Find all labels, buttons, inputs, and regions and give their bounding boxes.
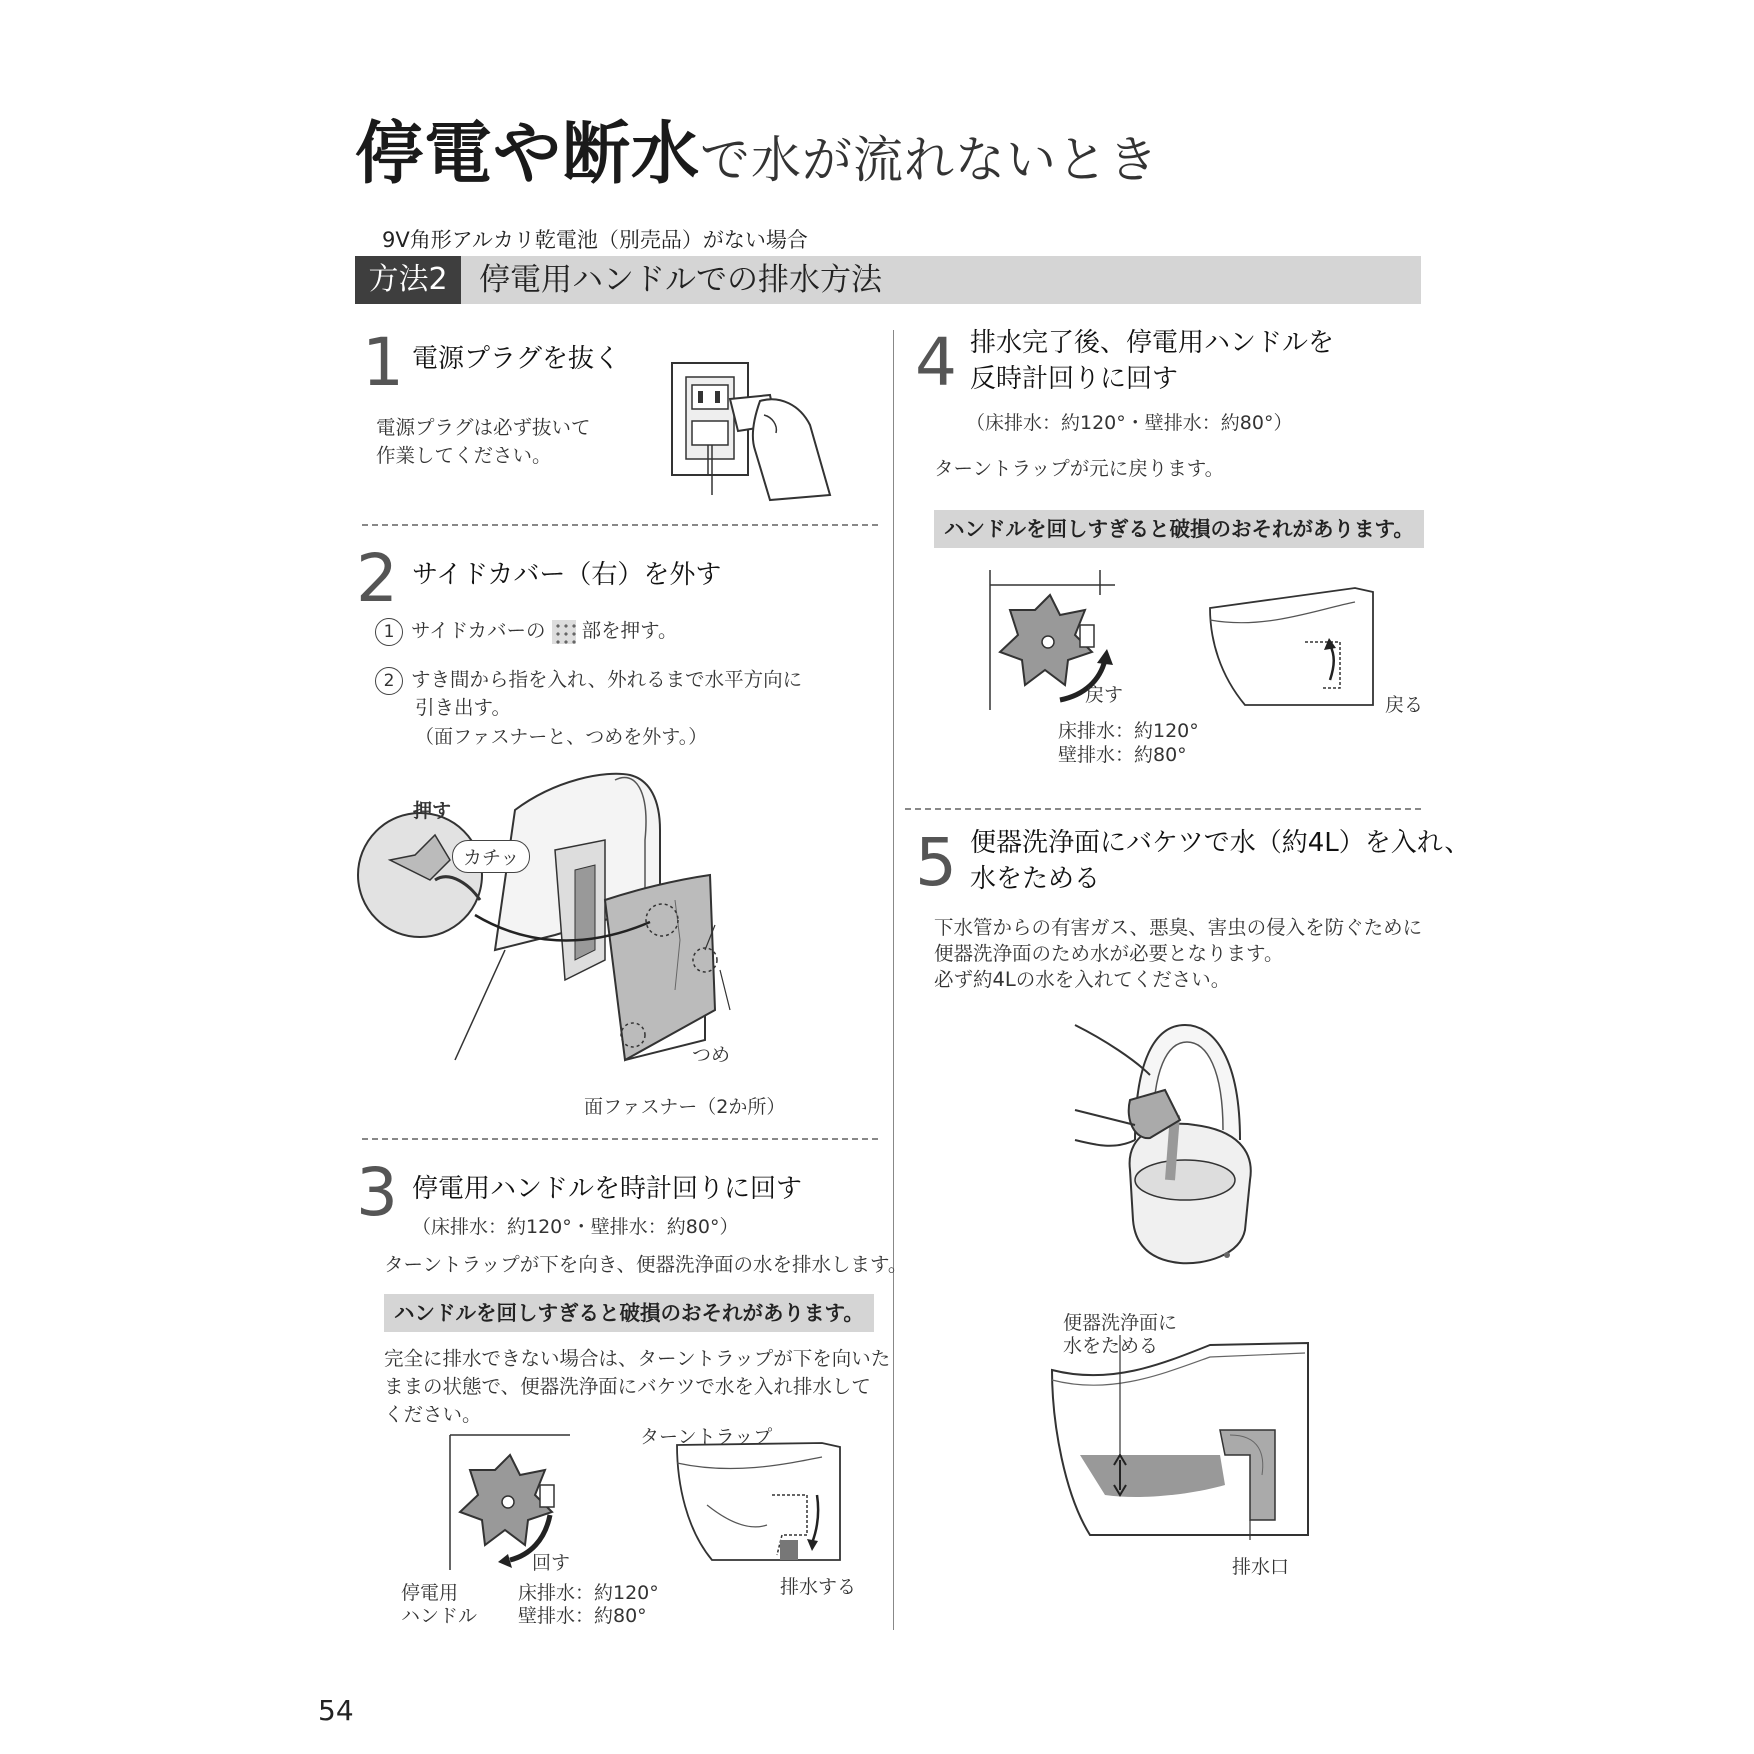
step4-number: 4 — [915, 324, 957, 401]
label-handle-line1: 停電用 — [401, 1582, 459, 1604]
step2-sub2: 2 すき間から指を入れ、外れるまで水平方向に — [375, 666, 802, 695]
page-number: 54 — [318, 1694, 354, 1727]
turntrap-return-illustration — [1205, 580, 1375, 710]
dot-area-icon — [552, 620, 576, 644]
step5-heading-line1: 便器洗浄面にバケツで水（約4L）を入れ、 — [970, 828, 1471, 858]
step2-sub2-line2: 引き出す。 — [415, 696, 511, 719]
step2-heading: サイドカバー（右）を外す — [412, 560, 722, 590]
label-returns: 戻る — [1385, 694, 1424, 716]
step2-sub1: 1 サイドカバーの 部を押す。 — [375, 617, 678, 646]
step3-note-line2: ままの状態で、便器洗浄面にバケツで水を入れ排水して — [384, 1375, 871, 1398]
label-floor-angle: 床排水：約120° — [1058, 720, 1199, 742]
label-push: 押す — [413, 800, 452, 822]
step4-heading-line1: 排水完了後、停電用ハンドルを — [970, 328, 1335, 358]
divider-dashed — [362, 1138, 878, 1140]
label-handle-line2: ハンドル — [401, 1605, 478, 1627]
column-divider — [893, 330, 894, 1630]
step5-heading-line2: 水をためる — [970, 864, 1101, 894]
step5-body-line2: 便器洗浄面のため水が必要となります。 — [934, 942, 1284, 965]
turntrap-down-illustration — [672, 1435, 842, 1565]
step2-number: 2 — [356, 540, 398, 617]
step1-body-line2: 作業してください。 — [376, 444, 552, 467]
step3-warning: ハンドルを回しすぎると破損のおそれがあります。 — [384, 1294, 874, 1332]
label-outlet: 排水口 — [1232, 1556, 1290, 1578]
step1-heading: 電源プラグを抜く — [412, 344, 621, 374]
step3-body: ターントラップが下を向き、便器洗浄面の水を排水します。 — [384, 1253, 908, 1276]
label-floor-angle: 床排水：約120° — [518, 1582, 659, 1604]
step4-heading-line2: 反時計回りに回す — [970, 364, 1179, 394]
subnote: 9V角形アルカリ乾電池（別売品）がない場合 — [382, 228, 808, 252]
label-fill-line2: 水をためる — [1063, 1335, 1159, 1357]
divider-dashed — [362, 524, 878, 526]
label-turntrap: ターントラップ — [640, 1426, 773, 1448]
water-level-illustration — [1050, 1335, 1325, 1540]
step1-body-line1: 電源プラグは必ず抜いて — [376, 416, 591, 439]
step1-number: 1 — [362, 324, 404, 401]
step5-body-line3: 必ず約4Lの水を入れてください。 — [934, 968, 1231, 991]
step3-angle: （床排水：約120°・壁排水：約80°） — [412, 1216, 739, 1238]
circled-number-1: 1 — [375, 618, 403, 646]
step4-angle: （床排水：約120°・壁排水：約80°） — [966, 412, 1293, 434]
bucket-pour-illustration — [1075, 1020, 1275, 1270]
method-title: 停電用ハンドルでの排水方法 — [479, 262, 882, 298]
step3-heading: 停電用ハンドルを時計回りに回す — [412, 1174, 803, 1204]
label-return: 戻す — [1085, 684, 1124, 706]
label-wall-angle: 壁排水：約80° — [1058, 744, 1187, 766]
circled-number-2: 2 — [375, 667, 403, 695]
label-fastener: 面ファスナー（2か所） — [584, 1096, 786, 1118]
step4-warning: ハンドルを回しすぎると破損のおそれがあります。 — [934, 510, 1424, 548]
step4-body: ターントラップが元に戻ります。 — [934, 457, 1225, 480]
step3-number: 3 — [356, 1154, 398, 1231]
method-header — [355, 256, 1421, 304]
divider-dashed — [905, 808, 1421, 810]
plug-illustration — [660, 355, 840, 505]
label-rotate: 回す — [532, 1552, 571, 1574]
label-click: カチッ — [452, 840, 530, 873]
step3-note-line3: ください。 — [384, 1403, 482, 1426]
label-drain: 排水する — [780, 1576, 857, 1598]
label-wall-angle: 壁排水：約80° — [518, 1605, 647, 1627]
step3-note-line1: 完全に排水できない場合は、ターントラップが下を向いた — [384, 1347, 891, 1370]
step5-number: 5 — [915, 824, 957, 901]
method-tag: 方法2 — [355, 256, 461, 304]
step5-body-line1: 下水管からの有害ガス、悪臭、害虫の侵入を防ぐために — [934, 916, 1423, 939]
label-fill-line1: 便器洗浄面に — [1063, 1312, 1178, 1334]
page-title: 停電や断水で水が流れないとき — [355, 115, 1160, 194]
step2-sub2-note: （面ファスナーと、つめを外す。） — [415, 726, 708, 748]
label-claw: つめ — [692, 1044, 731, 1066]
